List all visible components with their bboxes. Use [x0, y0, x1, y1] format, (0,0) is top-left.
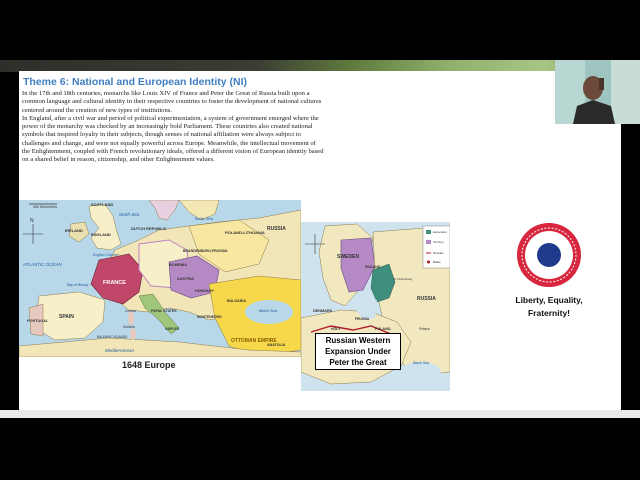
label-naples: NAPLES — [165, 327, 180, 331]
label-portugal: PORTUGAL — [27, 319, 49, 323]
french-cockade-icon — [516, 222, 582, 288]
map-1648-caption: 1648 Europe — [122, 360, 176, 370]
label-anatolia: ANATOLIA — [267, 343, 286, 347]
label-poland: POLAND- — [375, 327, 392, 331]
label-mediterranean: Mediterranean — [105, 348, 135, 353]
label-austria: AUSTRIA — [177, 277, 194, 281]
paragraph-2: In England, after a civil war and period of political experimentation, a system of government emerged where the power of the monarchy was checked by an increasingly bold Parliament. These countries also created national symbols that inspired loyalty in their subjects, though senses of national affiliation were always subject to challenges and change, and were not equally powerful across Europe. Meanwhile, the intellectual movement of the Enlightenment, coupled with French revolutionary ideals, offered a different vision of European identity based on a shared belief in reason, citizenship, and other Enlightenment values. — [22, 114, 324, 164]
liberty-slogan: Liberty, Equality, Fraternity! — [515, 295, 583, 318]
slide-body — [22, 90, 324, 165]
legend-territory: Territory — [433, 240, 444, 244]
label-finland: FINLAND — [365, 265, 381, 269]
label-france: FRANCE — [103, 280, 126, 286]
label-bay-biscay: Bay of Biscay — [67, 283, 89, 287]
label-baltic: Baltic Sea — [195, 216, 214, 221]
label-poltava: Poltava — [419, 327, 430, 331]
slide — [19, 71, 621, 410]
paragraph-1: In the 17th and 18th centuries, monarchs like Louis XIV of France and Peter the Great of Russia built upon a common language and cultural identity in their respective countries to foster the development of national cultures centered around the creation of new types of institutions. — [22, 90, 322, 114]
label-north-sea: North Sea — [119, 212, 140, 217]
label-black-sea-russia: Black Sea — [413, 361, 430, 365]
label-england: ENGLAND — [91, 232, 111, 237]
label-balearic: BALEARIC ISLANDS — [97, 335, 128, 339]
label-corsica: Corsica — [125, 309, 136, 313]
label-english-channel: English Channel — [93, 253, 119, 257]
label-hungary: HUNGARY — [195, 289, 215, 293]
label-denmark: DENMARK — [313, 309, 333, 313]
label-prussia: PRUSSIA — [355, 317, 370, 321]
label-holy: HOLY — [331, 327, 341, 331]
label-atlantic: ATLANTIC OCEAN — [23, 262, 62, 267]
label-sardinia: Sardinia — [123, 325, 135, 329]
label-ottoman: OTTOMAN EMPIRE — [231, 338, 277, 344]
label-st-petersburg: St. Petersburg — [393, 277, 413, 281]
label-papal-states: PAPAL STATES — [151, 309, 177, 313]
scale-label: 400 Kilometers — [33, 205, 57, 209]
label-montenegro: MONTENEGRO — [197, 315, 222, 319]
label-bulgaria: BULGARIA — [227, 299, 246, 303]
legend-battle: Battle — [433, 260, 441, 264]
label-bohemia: BOHEMIA — [169, 263, 187, 267]
label-poland-lithuania: POLAND-LITHUANIA — [225, 230, 265, 235]
svg-text:N: N — [30, 218, 34, 224]
map-1648-europe — [19, 200, 301, 357]
bottom-bar — [0, 410, 640, 418]
label-spain: SPAIN — [59, 314, 74, 320]
label-black-sea: Black Sea — [259, 308, 278, 313]
label-ireland: IRELAND — [65, 228, 83, 233]
legend-expansion: Expansion — [433, 230, 448, 234]
webcam-video[interactable] — [555, 60, 640, 124]
label-sweden: SWEDEN — [337, 254, 359, 260]
russia-map-caption: Russian Western Expansion Under Peter the Great — [315, 333, 401, 370]
slide-title: Theme 6: National and European Identity (NI) — [23, 76, 248, 88]
label-russia-map: RUSSIA — [417, 296, 436, 302]
legend-russian: Russian — [433, 251, 444, 255]
label-dutch-republic: DUTCH REPUBLIC — [131, 226, 167, 231]
label-russia: RUSSIA — [267, 226, 286, 232]
label-scotland: SCOTLAND — [91, 202, 114, 207]
label-brandenburg-prussia: BRANDENBURG-PRUSSIA — [183, 249, 228, 253]
